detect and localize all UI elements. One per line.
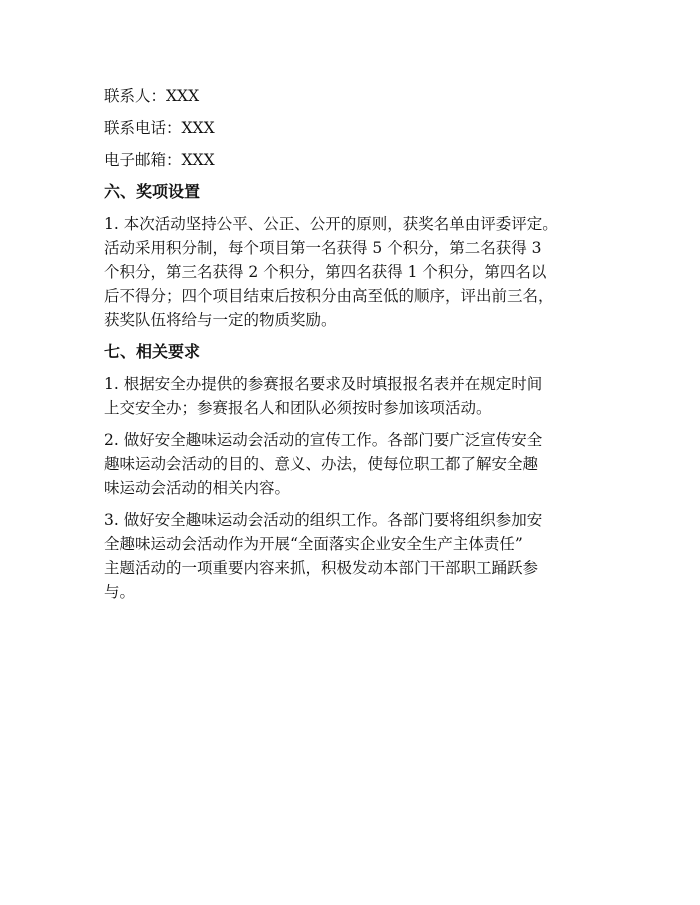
awards-paragraph-line: 获奖队伍将给与一定的物质奖励。 — [104, 311, 337, 329]
requirement-1-line: 1. 根据安全办提供的参赛报名要求及时填报报名表并在规定时间 — [104, 375, 543, 393]
contact-person: 联系人：XXX — [104, 87, 200, 105]
requirement-3-line: 全趣味运动会活动作为开展“全面落实企业安全生产主体责任” — [104, 535, 523, 553]
section-heading-awards: 六、奖项设置 — [104, 182, 201, 201]
requirement-2-line: 2. 做好安全趣味运动会活动的宣传工作。各部门要广泛宣传安全 — [104, 431, 543, 449]
requirement-2-line: 味运动会活动的相关内容。 — [104, 479, 291, 497]
requirement-3-line: 与。 — [104, 583, 136, 601]
contact-phone: 联系电话：XXX — [104, 119, 215, 137]
requirement-1-line: 上交安全办；参赛报名人和团队必须按时参加该项活动。 — [104, 399, 492, 417]
requirement-2-line: 趣味运动会活动的目的、意义、办法，使每位职工都了解安全趣 — [104, 455, 539, 473]
awards-paragraph-line: 个积分，第三名获得 2 个积分，第四名获得 1 个积分，第四名以 — [104, 263, 547, 281]
requirement-3-line: 主题活动的一项重要内容来抓，积极发动本部门干部职工踊跃参 — [104, 559, 539, 577]
contact-email: 电子邮箱：XXX — [104, 151, 215, 169]
requirement-3-line: 3. 做好安全趣味运动会活动的组织工作。各部门要将组织参加安 — [104, 511, 543, 529]
awards-paragraph-line: 活动采用积分制，每个项目第一名获得 5 个积分，第二名获得 3 — [104, 239, 542, 257]
awards-paragraph-line: 后不得分；四个项目结束后按积分由高至低的顺序，评出前三名， — [104, 287, 554, 305]
awards-paragraph-line: 1. 本次活动坚持公平、公正、公开的原则，获奖名单由评委评定。 — [104, 215, 558, 233]
section-heading-requirements: 七、相关要求 — [104, 342, 201, 361]
